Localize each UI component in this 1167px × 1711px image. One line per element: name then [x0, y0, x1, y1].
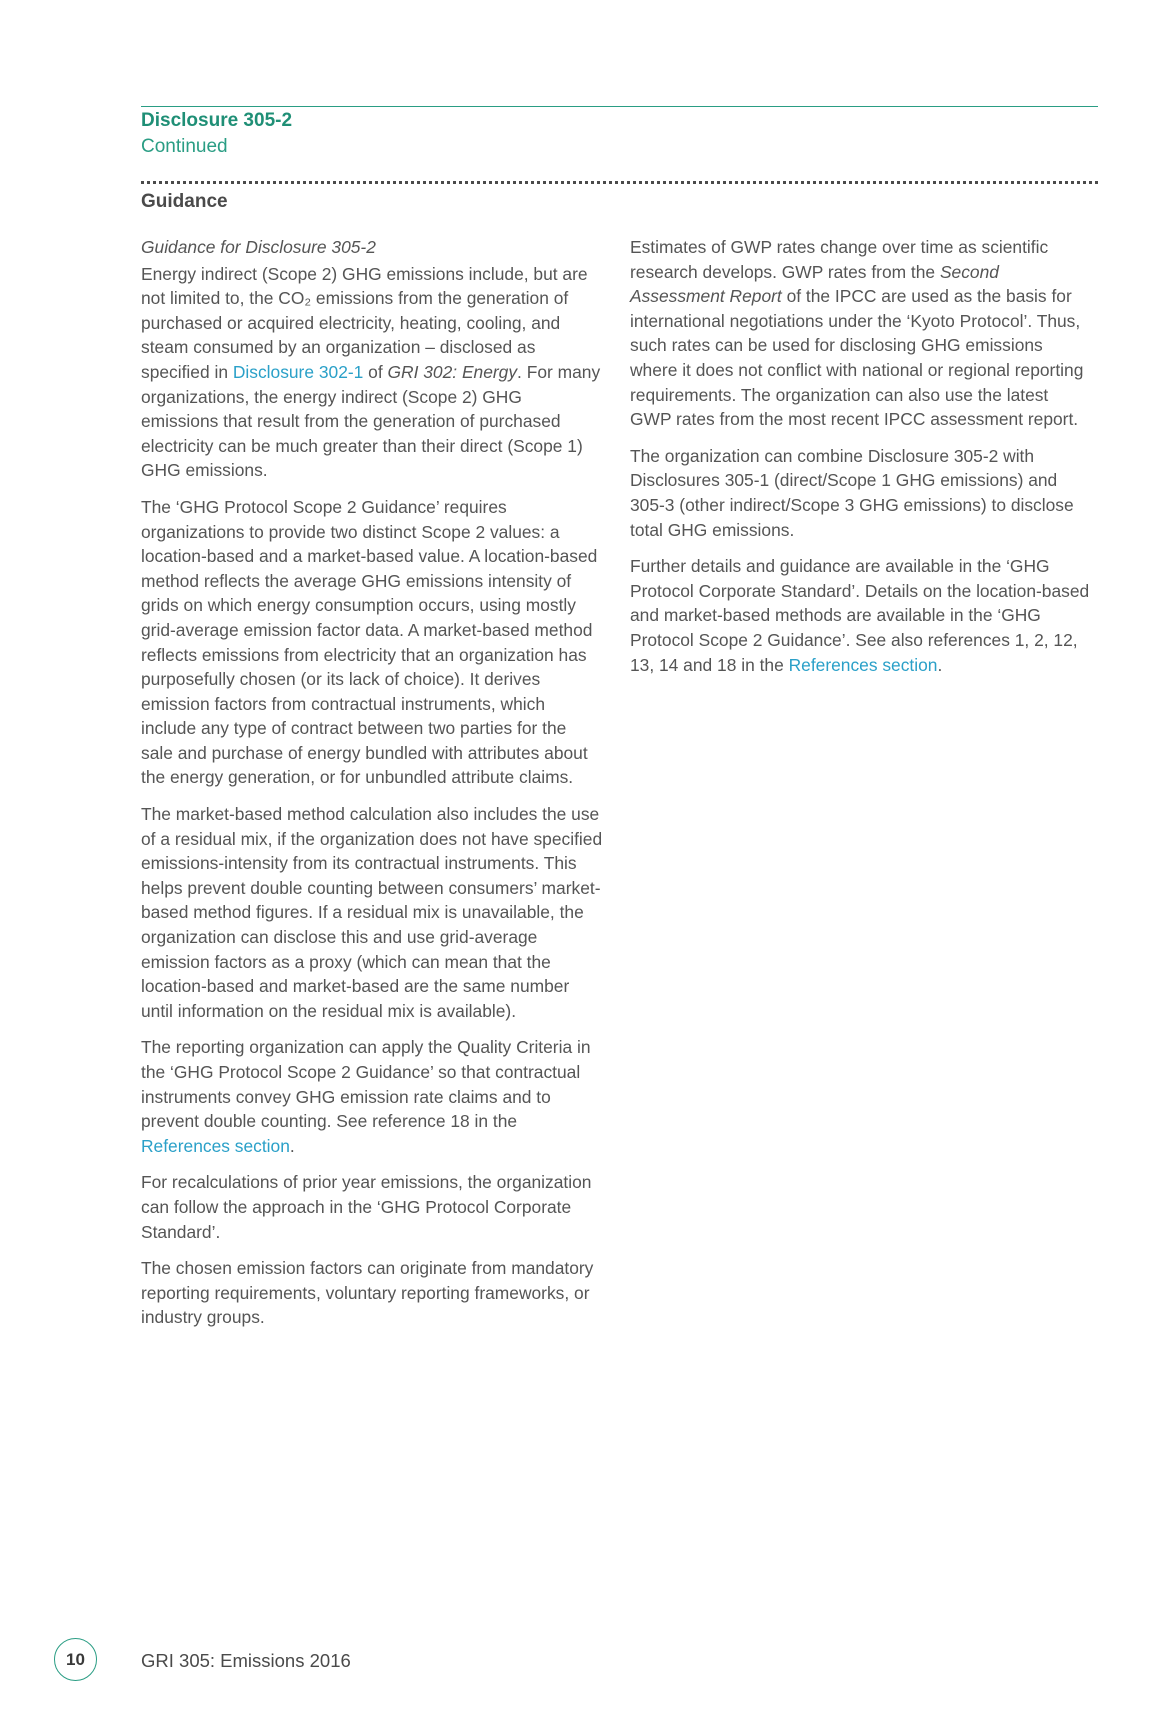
section-heading: Guidance	[141, 191, 228, 212]
paragraph-scope2-intro: Energy indirect (Scope 2) GHG emissions include, but are not limited to, the CO₂ emissions from the generation of purchased or acquired electricity, heating, cooling, and steam consumed by an organization – disclosed as specified in Disclosure 302-1 of GRI 302: Energy. For many organizations, the energy indirect (Scope 2) GHG emissions that result from the generation of purchased electricity can be much greater than their direct (Scope 1) GHG emissions.	[141, 263, 601, 481]
references-section-link[interactable]: References section	[788, 654, 938, 675]
disclosure-subtitle: Continued	[141, 136, 228, 157]
guidance-subheading: Guidance for Disclosure 305-2	[141, 237, 376, 257]
disclosure-302-1-link[interactable]: Disclosure 302-1	[232, 361, 364, 382]
paragraph-emission-factors: The chosen emission factors can originate from mandatory reporting requirements, voluntary reporting frameworks, or industry groups.	[141, 1258, 594, 1328]
paragraph-further-details: Further details and guidance are available in the ‘GHG Protocol Corporate Standard’. Details on the location-based and market-based methods are available in the ‘GHG Protocol Scope 2 Guidance’. See also references 1, 2, 12, 13, 14 and 18 in the References section.	[630, 556, 1090, 675]
disclosure-title: Disclosure 305-2	[141, 110, 293, 131]
paragraph-scope2-guidance: The ‘GHG Protocol Scope 2 Guidance’ requires organizations to provide two distinct Scope 2 values: a location-based and a market-based value. A location-based method reflects the average GHG emissions intensity of grids on which energy consumption occurs, using mostly grid-average emission factor data. A market-based method reflects emissions from electricity that an organization has purposefully chosen (or its lack of choice). It derives emission factors from contractual instruments, which include any type of contract between two parties for the sale and purchase of energy bundled with attributes about the energy generation, or for unbundled attribute claims.	[141, 496, 598, 788]
paragraph-gwp-rates: Estimates of GWP rates change over time as scientific research develops. GWP rates from the Second Assessment Report of the IPCC are used as the basis for international negotiations under the ‘Kyoto Protocol’. Thus, such rates can be used for disclosing GHG emissions where it does not conflict with national or regional reporting requirements. The organization can also use the latest GWP rates from the most recent IPCC assessment report.	[630, 237, 1084, 430]
header-rule	[141, 106, 1098, 107]
dotted-divider	[141, 181, 1098, 184]
references-section-link[interactable]: References section	[141, 1135, 290, 1156]
paragraph-combine-disclosures: The organization can combine Disclosure 305-2 with Disclosures 305-1 (direct/Scope 1 GHG emissions) and 305-3 (other indirect/Scope 3 GHG emissions) to disclose total GHG emissions.	[630, 445, 1074, 540]
page-number: 10	[54, 1638, 97, 1681]
left-column	[141, 235, 603, 1342]
footer-title: GRI 305: Emissions 2016	[141, 1650, 351, 1671]
right-column	[630, 235, 1092, 689]
paragraph-quality-criteria: The reporting organization can apply the Quality Criteria in the ‘GHG Protocol Scope 2 Guidance’ so that contractual instruments convey GHG emission rate claims and to prevent double counting. See reference 18 in the References section.	[141, 1037, 591, 1156]
paragraph-residual-mix: The market-based method calculation also includes the use of a residual mix, if the organization does not have specified emissions-intensity from its contractual instruments. This helps prevent double counting between consumers’ market-based method figures. If a residual mix is unavailable, the organization can disclose this and use grid-average emission factors as a proxy (which can mean that the location-based and market-based are the same number until information on the residual mix is available).	[141, 804, 603, 1021]
paragraph-recalculations: For recalculations of prior year emissions, the organization can follow the approach in the ‘GHG Protocol Corporate Standard’.	[141, 1172, 592, 1242]
